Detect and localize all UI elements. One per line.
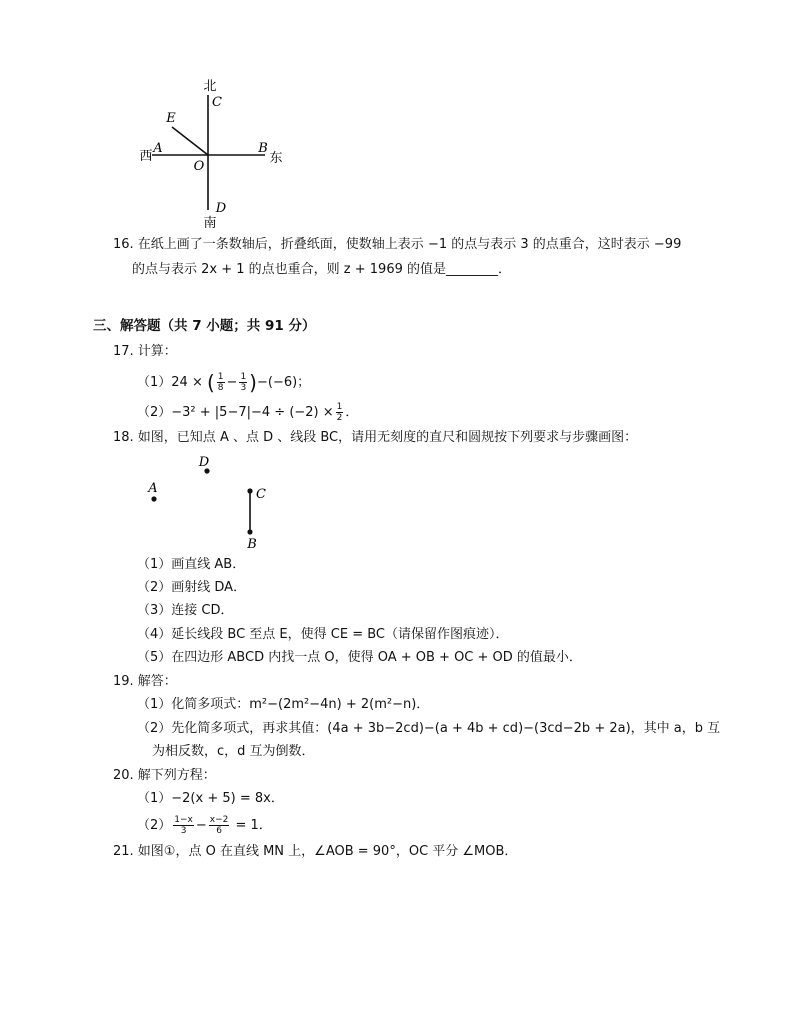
point-a xyxy=(151,496,156,501)
numerator: x−2 xyxy=(209,815,229,825)
q20-label: 20. 解下列方程： xyxy=(113,768,216,783)
denominator: 8 xyxy=(217,383,224,393)
numerator: 1 xyxy=(336,402,343,412)
points-figure xyxy=(140,450,280,555)
label-c: C xyxy=(212,95,222,110)
q17-p1-lead: （1）24 × xyxy=(137,375,203,390)
compass-figure xyxy=(130,75,300,235)
q16-line1: 16. 在纸上画了一条数轴后，折叠纸面，使数轴上表示 −1 的点与表示 3 的点重合，这时表示 −99 xyxy=(113,237,682,252)
label-b: B xyxy=(247,537,257,552)
q17-p2-lead: （2）−3² + |5−7|−4 ÷ (−2) × xyxy=(137,405,334,420)
q17-part2 xyxy=(137,402,358,423)
denominator: 6 xyxy=(216,826,222,836)
q20-p2-minus: − xyxy=(195,818,207,833)
label-b: B xyxy=(258,141,268,156)
ray-oe xyxy=(172,127,208,155)
label-o: O xyxy=(193,159,205,174)
q20-p2-lead: （2） xyxy=(137,818,172,833)
label-d: D xyxy=(215,201,227,216)
point-c xyxy=(247,488,252,493)
label-east: 东 xyxy=(269,151,283,166)
label-north: 北 xyxy=(203,79,217,94)
fraction xyxy=(173,815,194,836)
numerator: 1 xyxy=(217,372,224,382)
section-title: 三、解答题（共 7 小题；共 91 分） xyxy=(93,318,316,334)
q17-part1 xyxy=(137,372,310,393)
q17-label: 17. 计算： xyxy=(113,344,177,359)
q21-line1: 21. 如图①，点 O 在直线 MN 上，∠AOB = 90°，OC 平分 ∠MOB． xyxy=(113,844,518,859)
q17-p1-minus: − xyxy=(226,375,238,390)
q17-p1-rparen: ) xyxy=(249,370,257,395)
q19-part1: （1）化简多项式：m²−(2m²−4n) + 2(m²−n)． xyxy=(137,697,430,712)
q18-label: 18. 如图，已知点 A 、点 D 、线段 BC，请用无刻度的直尺和圆规按下列要求与步骤画图： xyxy=(113,430,638,445)
label-west: 西 xyxy=(139,149,153,164)
q19-part2-line1: （2）先化简多项式，再求其值：(4a + 3b−2cd)−(a + 4b + cd)−(3cd−2b + 2a)，其中 a，b 互 xyxy=(137,721,721,736)
q18-item: （3）连接 CD． xyxy=(137,603,234,618)
label-e: E xyxy=(166,111,176,126)
label-south: 南 xyxy=(203,216,217,231)
q16-line2: 的点与表示 2x + 1 的点也重合，则 z + 1969 的值是________． xyxy=(132,262,511,277)
q17-p1-lparen: ( xyxy=(206,370,215,395)
q17-p2-tail: ． xyxy=(345,405,359,420)
q19-label: 19. 解答： xyxy=(113,674,177,689)
label-d: D xyxy=(198,455,210,470)
q20-part1: （1）−2(x + 5) = 8x． xyxy=(137,791,284,806)
q19-part2-line2: 为相反数，c，d 互为倒数． xyxy=(152,744,315,759)
q18-item: （5）在四边形 ABCD 内找一点 O，使得 OA + OB + OC + OD 的值最小． xyxy=(137,650,582,665)
q18-item: （4）延长线段 BC 至点 E，使得 CE = BC（请保留作图痕迹）． xyxy=(137,627,509,642)
label-c: C xyxy=(256,487,266,502)
fraction xyxy=(209,815,230,836)
fraction xyxy=(336,402,344,423)
denominator: 3 xyxy=(180,826,187,836)
denominator: 2 xyxy=(336,413,343,423)
q18-item: （1）画直线 AB． xyxy=(137,557,246,572)
q20-p2-tail: = 1． xyxy=(235,818,272,833)
fraction xyxy=(217,372,225,393)
q17-p1-tail: −(−6)； xyxy=(256,375,311,390)
label-a: A xyxy=(148,481,158,496)
q20-part2 xyxy=(137,815,272,836)
fraction xyxy=(239,372,247,393)
denominator: 3 xyxy=(240,383,247,393)
q18-item: （2）画射线 DA． xyxy=(137,580,247,595)
numerator: 1−x xyxy=(174,815,193,825)
point-b xyxy=(247,529,252,534)
label-a: A xyxy=(153,141,163,156)
numerator: 1 xyxy=(240,372,247,382)
